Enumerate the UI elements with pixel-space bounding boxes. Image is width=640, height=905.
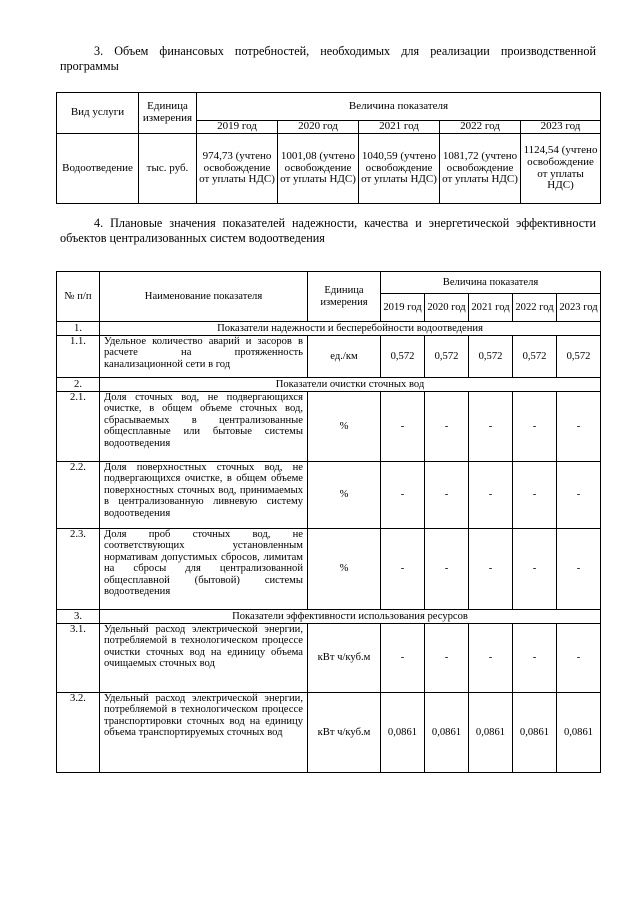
year-header: 2022 год [513, 294, 557, 322]
value-cell: 0,572 [469, 336, 513, 378]
service-cell: Водоотведение [57, 134, 139, 204]
year-header: 2022 год [440, 121, 521, 134]
value-cell: - [469, 529, 513, 610]
year-header: 2021 год [469, 294, 513, 322]
value-cell: - [513, 529, 557, 610]
value-cell: 0,572 [381, 336, 425, 378]
value-cell: - [557, 462, 601, 529]
value-cell: 1001,08 (учтено освобождение от уплаты НДС) [278, 134, 359, 204]
value-cell: 0,572 [513, 336, 557, 378]
value-cell: - [513, 624, 557, 693]
section-title: Показатели эффективности использования ресурсов [100, 610, 601, 624]
header-unit: Единица измерения [139, 93, 197, 134]
row-number: 2.1. [57, 392, 100, 462]
section-title: Показатели надежности и бесперебойности водоотведения [100, 322, 601, 336]
value-cell: - [425, 392, 469, 462]
unit-cell: кВт ч/куб.м [308, 624, 381, 693]
value-cell: 0,0861 [469, 693, 513, 773]
value-cell: - [513, 462, 557, 529]
value-cell: - [425, 624, 469, 693]
section-4-heading: 4. Плановые значения показателей надежности, качества и энергетической эффективности объектов централизованных систем водоотведения [60, 216, 596, 245]
header-name: Наименование показателя [100, 272, 308, 322]
year-header: 2019 год [381, 294, 425, 322]
indicator-name: Удельное количество аварий и засоров в расчете на протяженность канализационной сети в год [100, 336, 308, 378]
row-number: 3.2. [57, 693, 100, 773]
year-header: 2023 год [557, 294, 601, 322]
financial-needs-table [56, 92, 601, 204]
unit-cell: % [308, 529, 381, 610]
value-cell: - [513, 392, 557, 462]
indicator-name: Доля поверхностных сточных вод, не подвергающихся очистке, в общем объеме поверхностных сточных вод, принимаемых в централизованную ливневую систему водоотведения [100, 462, 308, 529]
unit-cell: % [308, 462, 381, 529]
row-number: 1.1. [57, 336, 100, 378]
year-header: 2020 год [425, 294, 469, 322]
year-header: 2021 год [359, 121, 440, 134]
indicators-table [56, 271, 601, 773]
section-title: Показатели очистки сточных вод [100, 378, 601, 392]
value-cell: - [381, 462, 425, 529]
indicator-name: Удельный расход электрической энергии, потребляемой в технологическом процессе транспортировки сточных вод на единицу объема транспортируемых сточных вод [100, 693, 308, 773]
indicator-name: Удельный расход электрической энергии, потребляемой в технологическом процессе очистки сточных вод на единицу объема очищаемых сточных вод [100, 624, 308, 693]
row-number: 3.1. [57, 624, 100, 693]
value-cell: 1081,72 (учтено освобождение от уплаты НДС) [440, 134, 521, 204]
unit-cell: ед./км [308, 336, 381, 378]
value-cell: - [381, 624, 425, 693]
header-value: Величина показателя [381, 272, 601, 294]
value-cell: - [381, 529, 425, 610]
value-cell: - [469, 392, 513, 462]
unit-cell: тыс. руб. [139, 134, 197, 204]
section-number: 3. [57, 610, 100, 624]
section-3-heading: 3. Объем финансовых потребностей, необходимых для реализации производственной программы [60, 44, 596, 73]
value-cell: - [557, 624, 601, 693]
value-cell: - [469, 624, 513, 693]
year-header: 2023 год [521, 121, 601, 134]
value-cell: 1040,59 (учтено освобождение от уплаты НДС) [359, 134, 440, 204]
value-cell: - [425, 462, 469, 529]
value-cell: 1124,54 (учтено освобождение от уплаты НДС) [521, 134, 601, 204]
indicator-name: Доля проб сточных вод, не соответствующих установленным нормативам допустимых сбросов, лимитам на сбросы для централизованной общесплавной (бытовой) системы водоотведения [100, 529, 308, 610]
row-number: 2.2. [57, 462, 100, 529]
value-cell: - [557, 529, 601, 610]
section-number: 2. [57, 378, 100, 392]
year-header: 2020 год [278, 121, 359, 134]
value-cell: 0,0861 [513, 693, 557, 773]
header-service: Вид услуги [57, 93, 139, 134]
value-cell: 974,73 (учтено освобождение от уплаты НДС) [197, 134, 278, 204]
header-unit: Единица измерения [308, 272, 381, 322]
value-cell: 0,572 [425, 336, 469, 378]
row-number: 2.3. [57, 529, 100, 610]
section-number: 1. [57, 322, 100, 336]
unit-cell: % [308, 392, 381, 462]
indicator-name: Доля сточных вод, не подвергающихся очистке, в общем объеме сточных вод, сбрасываемых в централизованные общесплавные или бытовые системы водоотведения [100, 392, 308, 462]
value-cell: - [381, 392, 425, 462]
value-cell: - [557, 392, 601, 462]
year-header: 2019 год [197, 121, 278, 134]
value-cell: 0,0861 [557, 693, 601, 773]
value-cell: 0,572 [557, 336, 601, 378]
header-value: Величина показателя [197, 93, 601, 121]
header-number: № п/п [57, 272, 100, 322]
value-cell: - [425, 529, 469, 610]
value-cell: 0,0861 [425, 693, 469, 773]
value-cell: 0,0861 [381, 693, 425, 773]
unit-cell: кВт ч/куб.м [308, 693, 381, 773]
value-cell: - [469, 462, 513, 529]
